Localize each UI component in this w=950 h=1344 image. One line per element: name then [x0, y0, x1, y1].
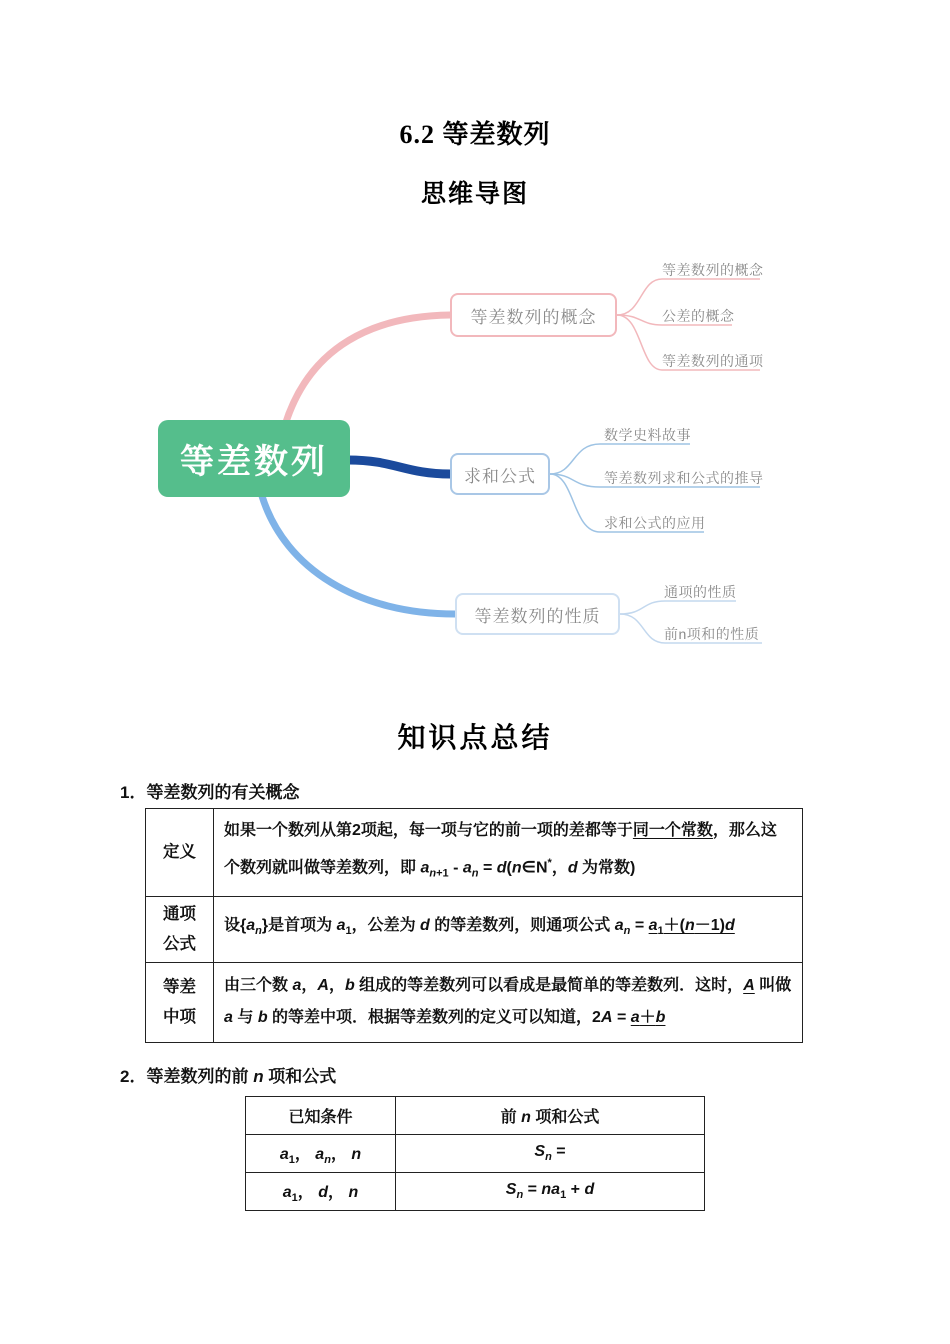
- row-content-definition: 如果一个数列从第2项起，每一项与它的前一项的差都等于同一个常数，那么这个数列就叫做等差数列，即 $a_{n+1} - a_n$ = d(n∈N*，d 为常数): [214, 809, 803, 897]
- column-header-condition: 已知条件: [246, 1097, 396, 1135]
- row-content-arithmetic-mean: 由三个数 a，A，b 组成的等差数列可以看成是最简单的等差数列．这时，A 叫做 a 与 b 的等差中项．根据等差数列的定义可以知道，2A = a＋b: [214, 962, 803, 1042]
- mindmap-leaf: 通项的性质: [664, 584, 737, 600]
- formula-cell: $S_n$ =: [396, 1135, 705, 1173]
- mindmap-leaf: 求和公式的应用: [604, 515, 706, 531]
- table-header-row: [246, 1097, 705, 1135]
- mindmap-leaf: 数学史料故事: [604, 427, 691, 443]
- mindmap-leaf: 等差数列的概念: [662, 262, 764, 278]
- row-label-general-term: 通项 公式: [146, 896, 214, 962]
- formula-cell: $S_n = na_1 + d$: [396, 1173, 705, 1211]
- section1-heading: 1．等差数列的有关概念: [120, 783, 300, 802]
- knowledge-summary-heading: 知识点总结: [397, 723, 553, 754]
- mindmap-leaf: 等差数列求和公式的推导: [604, 470, 764, 486]
- row-label-arithmetic-mean: 等差 中项: [146, 962, 214, 1042]
- concepts-table: [145, 808, 803, 1043]
- column-header-formula: 前 n 项和公式: [396, 1097, 705, 1135]
- mindmap-leaf: 公差的概念: [662, 308, 735, 324]
- page-title: 6.2 等差数列: [399, 120, 551, 149]
- mindmap-branch-sum-formula: 求和公式: [450, 453, 550, 495]
- mindmap-leaf: 前n项和的性质: [664, 626, 760, 642]
- row-label-definition: 定义: [146, 809, 214, 897]
- mindmap-root-node: 等差数列: [158, 420, 350, 497]
- mindmap-heading: 思维导图: [420, 181, 529, 208]
- branch-concept-curve: [285, 315, 450, 425]
- branch-sum-curve: [348, 460, 450, 474]
- table-row: [146, 809, 803, 897]
- table-row: [246, 1173, 705, 1211]
- mindmap-leaf: 等差数列的通项: [662, 353, 764, 369]
- section2-heading: 2．等差数列的前 n 项和公式: [120, 1067, 337, 1086]
- mindmap-branch-property: 等差数列的性质: [455, 593, 620, 635]
- table-row: [146, 962, 803, 1042]
- table-row: [146, 896, 803, 962]
- mindmap: [0, 230, 950, 700]
- condition-cell: $a_1$， d， n: [246, 1173, 396, 1211]
- sum-formula-table: [245, 1096, 705, 1211]
- condition-cell: $a_1$， $a_n$， n: [246, 1135, 396, 1173]
- row-content-general-term: 设$\{a_n\}$是首项为 $a_1$，公差为 d 的等差数列，则通项公式 $a_n = a_1+(n-1)d$: [214, 896, 803, 962]
- mindmap-branch-concept: 等差数列的概念: [450, 293, 617, 337]
- leaf-connector: [620, 601, 736, 614]
- branch-property-curve: [262, 496, 455, 614]
- table-row: [246, 1135, 705, 1173]
